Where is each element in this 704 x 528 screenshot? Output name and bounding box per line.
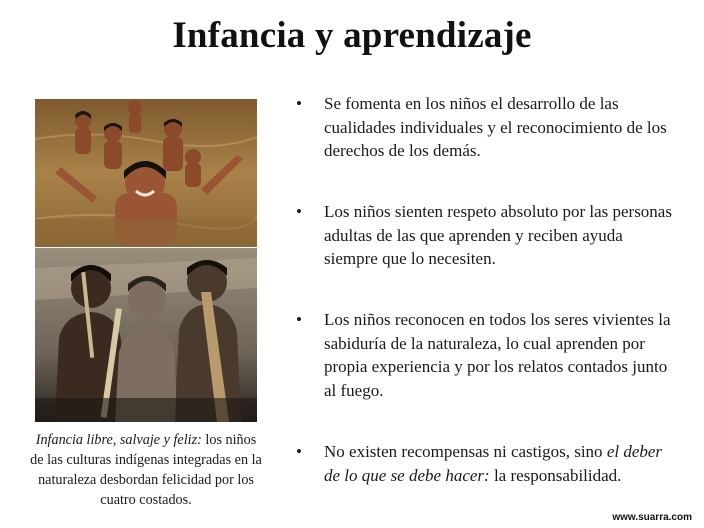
bullet-marker: • (296, 94, 302, 113)
caption-text: los niños de las culturas indígenas integradas en la naturaleza desbordan felicidad por los cuatro costados. (30, 432, 262, 508)
bullet-item (296, 92, 676, 163)
children-instruments-photo (35, 248, 257, 422)
bullet-text-end: la responsabilidad. (489, 465, 622, 485)
photo-caption (30, 430, 262, 510)
bullet-marker: • (296, 442, 302, 461)
bullet-marker: • (296, 310, 302, 329)
site-watermark: www.suarra.com (612, 512, 692, 523)
bullet-text: Los niños reconocen en todos los seres vivientes la sabiduría de la naturaleza, lo cual aprenden por propia experiencia y por los relatos contados junto al fuego. (324, 310, 671, 400)
bullet-item (296, 308, 676, 402)
bullet-text (324, 440, 676, 487)
bullet-text-italic: el deber de lo que se debe hacer: (324, 442, 663, 485)
bullet-text: Se fomenta en los niños el desarrollo de las cualidades individuales y el reconocimiento de los derechos de los demás. (324, 94, 667, 160)
bullet-text: Los niños sienten respeto absoluto por las personas adultas de las que aprenden y reciben ayuda siempre que lo necesiten. (324, 202, 672, 268)
children-river-photo (35, 99, 257, 247)
bullet-item (296, 440, 676, 487)
bullet-marker: • (296, 202, 302, 221)
bullet-text-plain: No existen recompensas ni castigos, sino (324, 442, 607, 461)
caption-italic: Infancia libre, salvaje y feliz: (35, 432, 202, 448)
slide-title: Infancia y aprendizaje (172, 15, 532, 56)
bullet-item (296, 200, 676, 271)
